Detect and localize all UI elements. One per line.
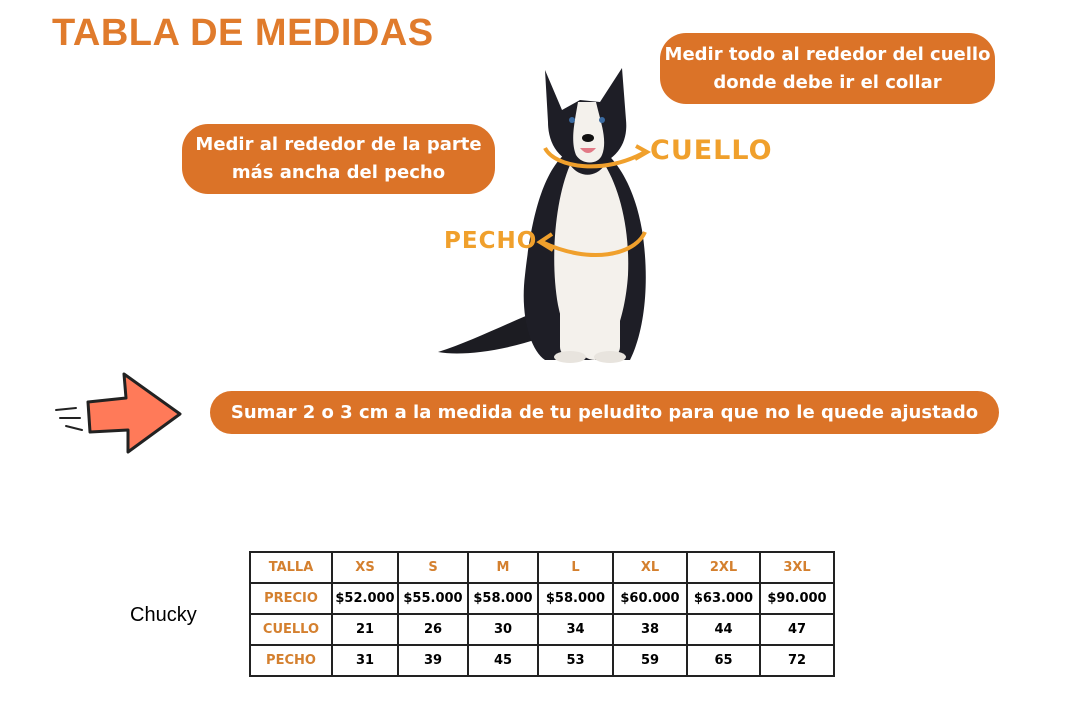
table-header-cell: S: [398, 552, 468, 583]
sizing-tip: [210, 391, 999, 434]
table-cell: 47: [760, 614, 834, 645]
table-cell: $63.000: [687, 583, 760, 614]
table-cell: 45: [468, 645, 538, 676]
table-header-row: [250, 552, 834, 583]
neck-instruction-text: Medir todo al rededor del cuello donde debe ir el collar: [664, 43, 991, 93]
dog-illustration: [430, 60, 670, 370]
table-header-cell: XL: [613, 552, 687, 583]
table-cell: $90.000: [760, 583, 834, 614]
neck-instruction: [660, 33, 995, 104]
table-cell: 21: [332, 614, 398, 645]
table-cell: $58.000: [468, 583, 538, 614]
table-cell: 72: [760, 645, 834, 676]
table-cell: 34: [538, 614, 613, 645]
table-cell: 31: [332, 645, 398, 676]
table-header-cell: XS: [332, 552, 398, 583]
table-cell: 26: [398, 614, 468, 645]
neck-label: CUELLO: [650, 135, 773, 166]
table-header-cell: TALLA: [250, 552, 332, 583]
table-row: [250, 583, 834, 614]
table-cell: 38: [613, 614, 687, 645]
size-table: [249, 551, 835, 677]
table-row-header: PECHO: [250, 645, 332, 676]
caption-text: Chucky: [130, 604, 197, 626]
table-header-cell: M: [468, 552, 538, 583]
table-row-header: CUELLO: [250, 614, 332, 645]
chest-label: PECHO: [444, 228, 538, 254]
table-header-cell: 3XL: [760, 552, 834, 583]
table-cell: 53: [538, 645, 613, 676]
table-cell: $55.000: [398, 583, 468, 614]
table-cell: 39: [398, 645, 468, 676]
table-cell: 44: [687, 614, 760, 645]
table-header-cell: L: [538, 552, 613, 583]
right-arrow-icon: [52, 368, 192, 463]
sizing-tip-text: Sumar 2 o 3 cm a la medida de tu peludito para que no le quede ajustado: [230, 401, 979, 423]
table-cell: $52.000: [332, 583, 398, 614]
table-row: [250, 614, 834, 645]
table-cell: $58.000: [538, 583, 613, 614]
chest-instruction-text: Medir al rededor de la parte más ancha del pecho: [195, 134, 482, 183]
table-cell: 65: [687, 645, 760, 676]
table-row: [250, 645, 834, 676]
table-cell: $60.000: [613, 583, 687, 614]
table-header-cell: 2XL: [687, 552, 760, 583]
table-row-header: PRECIO: [250, 583, 332, 614]
table-cell: 30: [468, 614, 538, 645]
page-title: TABLA DE MEDIDAS: [52, 12, 434, 54]
table-cell: 59: [613, 645, 687, 676]
